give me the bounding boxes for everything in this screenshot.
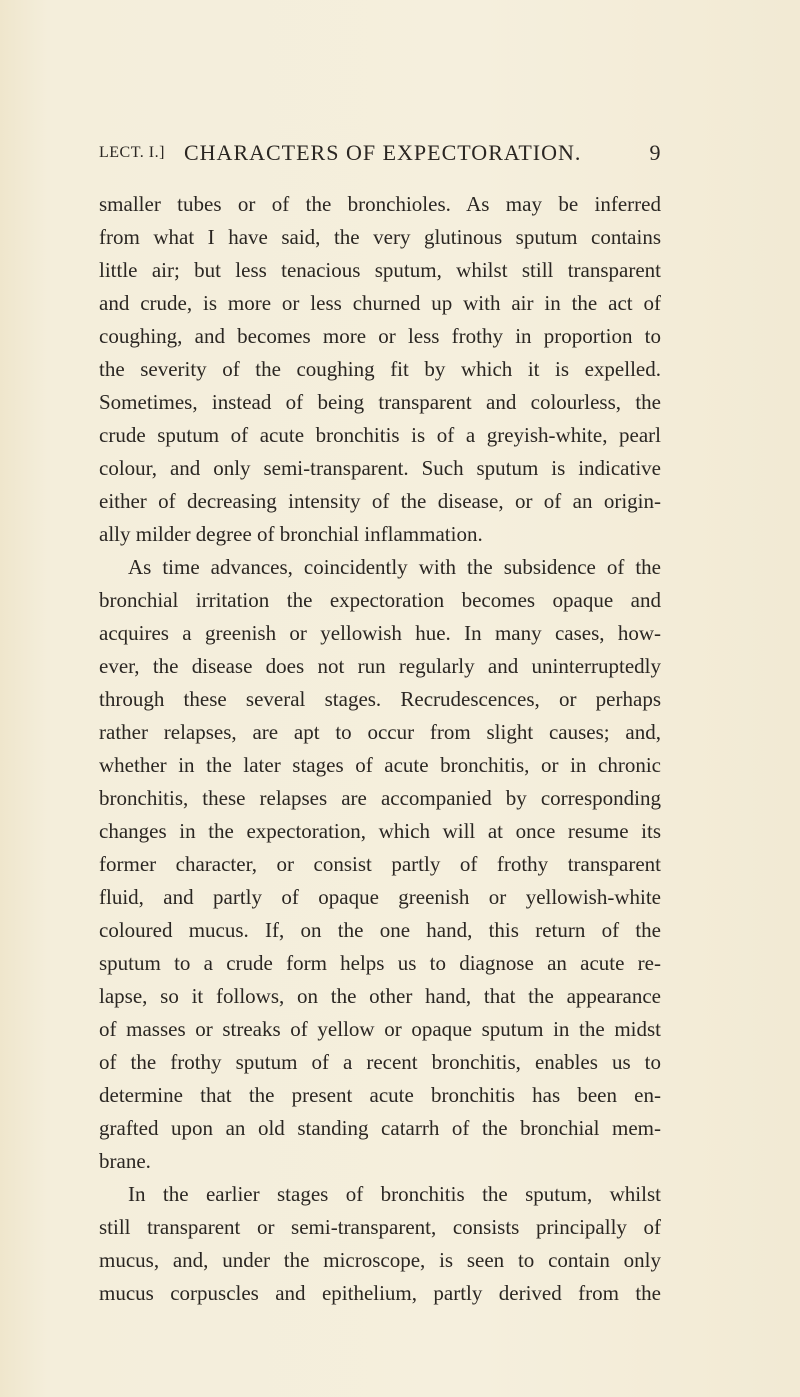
- text-line: sputum to a crude form helps us to diagnose an acute re-: [99, 951, 661, 975]
- text-line: and crude, is more or less churned up with air in the act of: [99, 291, 661, 315]
- text-line: mucus, and, under the microscope, is seen to contain only: [99, 1248, 661, 1272]
- text-line: either of decreasing intensity of the disease, or of an origin-: [99, 489, 661, 513]
- text-line: smaller tubes or of the bronchioles. As may be inferred: [99, 192, 661, 216]
- text-line: crude sputum of acute bronchitis is of a greyish-white, pearl: [99, 423, 661, 447]
- text-line: little air; but less tenacious sputum, whilst still transparent: [99, 258, 661, 282]
- text-line: rather relapses, are apt to occur from slight causes; and,: [99, 720, 661, 744]
- page-number: 9: [649, 140, 661, 165]
- text-line: Sometimes, instead of being transparent and colourless, the: [99, 390, 661, 414]
- text-line: brane.: [99, 1149, 151, 1173]
- section-label: LECT. I.]: [99, 144, 165, 161]
- text-line: lapse, so it follows, on the other hand, that the appearance: [99, 984, 661, 1008]
- text-line: determine that the present acute bronchitis has been en-: [99, 1083, 661, 1107]
- text-line: grafted upon an old standing catarrh of the bronchial mem-: [99, 1116, 661, 1140]
- running-head: [99, 140, 661, 170]
- text-line: ever, the disease does not run regularly and uninterruptedly: [99, 654, 661, 678]
- text-line: whether in the later stages of acute bronchitis, or in chronic: [99, 753, 661, 777]
- text-line: the severity of the coughing fit by which it is expelled.: [99, 357, 661, 381]
- text-line: former character, or consist partly of frothy transparent: [99, 852, 661, 876]
- text-line: bronchial irritation the expectoration becomes opaque and: [99, 588, 661, 612]
- text-line: acquires a greenish or yellowish hue. In many cases, how-: [99, 621, 661, 645]
- text-line: ally milder degree of bronchial inflammation.: [99, 522, 483, 546]
- body-text: [99, 188, 661, 1310]
- text-line: coughing, and becomes more or less frothy in proportion to: [99, 324, 661, 348]
- text-line: In the earlier stages of bronchitis the sputum, whilst: [128, 1182, 661, 1206]
- text-line: through these several stages. Recrudescences, or perhaps: [99, 687, 661, 711]
- text-line: changes in the expectoration, which will at once resume its: [99, 819, 661, 843]
- text-line: fluid, and partly of opaque greenish or yellowish-white: [99, 885, 661, 909]
- chapter-title: CHARACTERS OF EXPECTORATION.: [184, 140, 582, 165]
- text-line: As time advances, coincidently with the subsidence of the: [128, 555, 661, 579]
- text-line: coloured mucus. If, on the one hand, this return of the: [99, 918, 661, 942]
- text-line: still transparent or semi-transparent, consists principally of: [99, 1215, 661, 1239]
- text-line: bronchitis, these relapses are accompanied by corresponding: [99, 786, 661, 810]
- text-line: mucus corpuscles and epithelium, partly derived from the: [99, 1281, 661, 1305]
- text-line: of masses or streaks of yellow or opaque sputum in the midst: [99, 1017, 661, 1041]
- text-line: from what I have said, the very glutinous sputum contains: [99, 225, 661, 249]
- text-line: of the frothy sputum of a recent bronchitis, enables us to: [99, 1050, 661, 1074]
- text-line: colour, and only semi-transparent. Such sputum is indicative: [99, 456, 661, 480]
